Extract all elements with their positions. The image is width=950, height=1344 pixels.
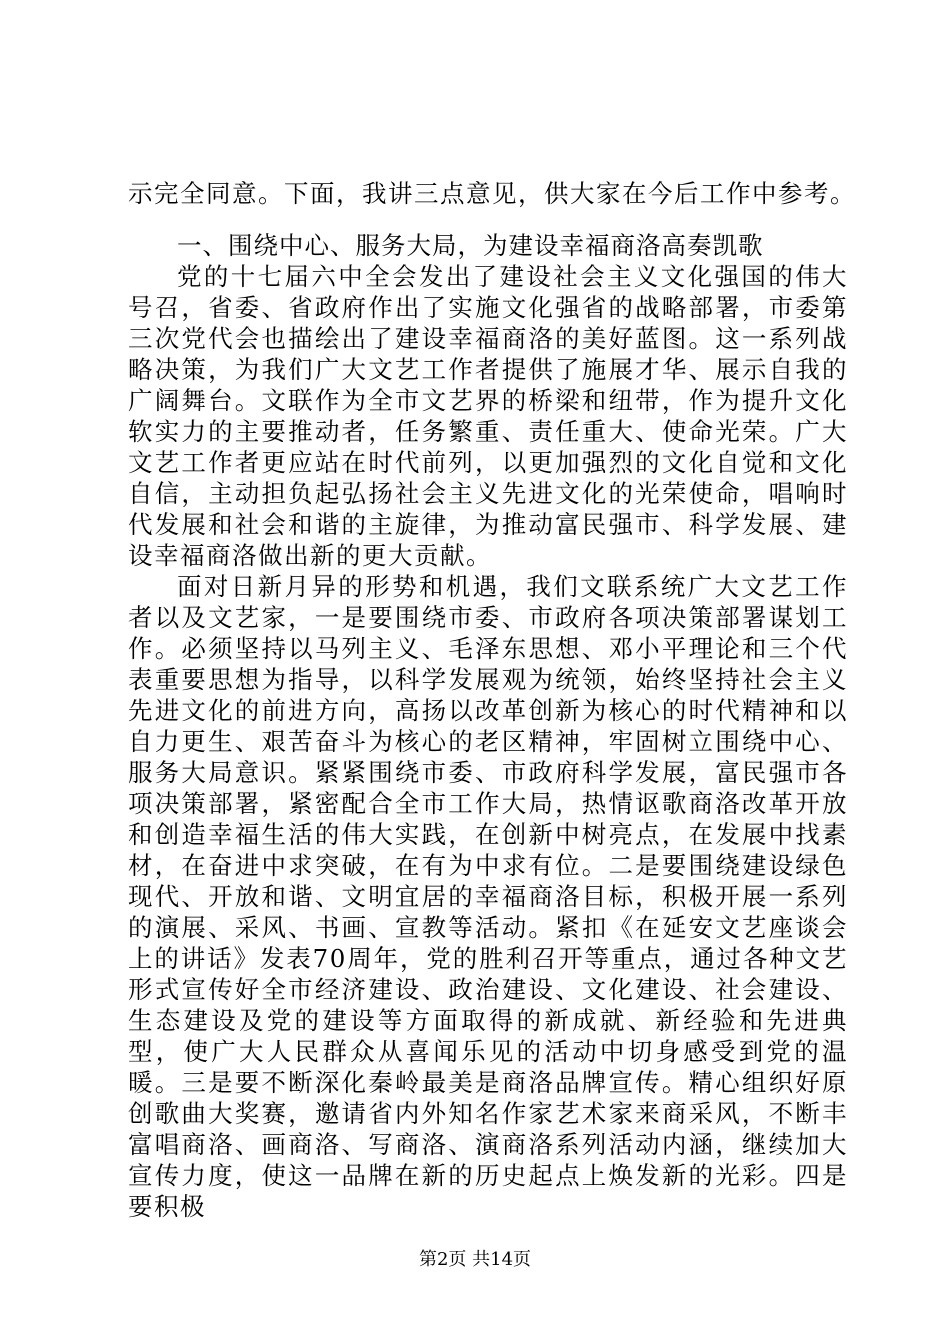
opening-line: 示完全同意。下面，我讲三点意见，供大家在今后工作中参考。 (128, 179, 856, 208)
page-number-footer: 第2页 共14页 (418, 1249, 532, 1270)
paragraph-2: 面对日新月异的形势和机遇，我们文联系统广大文艺工作者以及文艺家，一是要围绕市委、市政府各项决策部署谋划工作。必须坚持以马列主义、毛泽东思想、邓小平理论和三个代表重要思想为指导，以科学发展观为统领，始终坚持社会主义先进文化的前进方向，高扬以改革创新为核心的时代精神和以自力更生、艰苦奋斗为核心的老区精神，牢固树立围绕中心、服务大局意识。紧紧围绕市委、市政府科学发展，富民强市各项决策部署，紧密配合全市工作大局，热情讴歌商洛改革开放和创造幸福生活的伟大实践，在创新中树亮点，在发展中找素材，在奋进中求突破，在有为中求有位。二是要围绕建设绿色现代、开放和谐、文明宜居的幸福商洛目标，积极开展一系列的演展、采风、书画、宣教等活动。紧扣《在延安文艺座谈会上的讲话》发表70周年，党的胜利召开等重点，通过各种文艺形式宣传好全市经济建设、政治建设、文化建设、社会建设、生态建设及党的建设等方面取得的新成就、新经验和先进典型，使广大人民群众从喜闻乐见的活动中切身感受到党的温暖。三是要不断深化秦岭最美是商洛品牌宣传。精心组织好原创歌曲大奖赛，邀请省内外知名作家艺术家来商采风，不断丰富唱商洛、画商洛、写商洛、演商洛系列活动内涵，继续加大宣传力度，使这一品牌在新的历史起点上焕发新的光彩。四是要积极 (128, 572, 848, 1221)
section-heading: 一、围绕中心、服务大局，为建设幸福商洛高奏凯歌 (177, 231, 764, 260)
paragraph-1: 党的十七届六中全会发出了建设社会主义文化强国的伟大号召，省委、省政府作出了实施文化强省的战略部署，市委第三次党代会也描绘出了建设幸福商洛的美好蓝图。这一系列战略决策，为我们广大文艺工作者提供了施展才华、展示自我的广阔舞台。文联作为全市文艺界的桥梁和纽带，作为提升文化软实力的主要推动者，任务繁重、责任重大、使命光荣。广大文艺工作者更应站在时代前列，以更加强烈的文化自觉和文化自信，主动担负起弘扬社会主义先进文化的光荣使命，唱响时代发展和社会和谐的主旋律，为推动富民强市、科学发展、建设幸福商洛做出新的更大贡献。 (128, 262, 848, 570)
document-body (128, 230, 848, 1222)
